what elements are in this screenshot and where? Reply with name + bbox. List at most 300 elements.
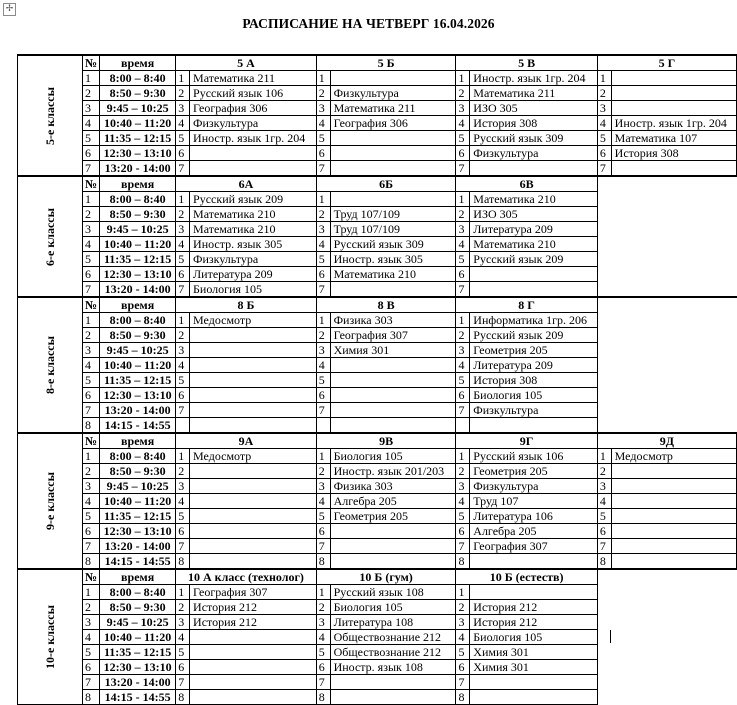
subject-cell[interactable]: Математика 210 — [190, 222, 317, 237]
cell-number: 3 — [456, 615, 470, 630]
cell-number: 4 — [176, 630, 190, 645]
num-header: № — [83, 297, 100, 313]
subject-cell[interactable] — [611, 161, 736, 177]
lesson-number: 6 — [83, 267, 100, 282]
subject-cell[interactable] — [190, 524, 317, 539]
num-header: № — [83, 176, 100, 192]
subject-cell[interactable]: История 308 — [611, 146, 736, 161]
subject-cell[interactable]: Иностр. язык 201/203 — [330, 464, 456, 479]
subject-cell[interactable] — [330, 388, 456, 403]
subject-cell[interactable]: Биология 105 — [330, 600, 456, 615]
cell-number: 3 — [176, 101, 190, 116]
subject-cell[interactable] — [330, 539, 456, 554]
cell-number: 6 — [316, 660, 330, 675]
subject-cell[interactable]: Медосмотр — [190, 449, 317, 464]
subject-cell[interactable]: Литература 106 — [470, 509, 598, 524]
subject-cell[interactable] — [611, 101, 736, 116]
lesson-time: 12:30 – 13:10 — [100, 660, 176, 675]
page-title: РАСПИСАНИЕ НА ЧЕТВЕРГ 16.04.2026 — [242, 16, 495, 31]
subject-cell[interactable] — [611, 554, 736, 570]
subject-cell[interactable]: Литература 209 — [470, 222, 598, 237]
subject-cell[interactable]: Физкультура — [190, 116, 317, 131]
subject-cell[interactable]: История 212 — [470, 600, 598, 615]
cell-number: 3 — [456, 479, 470, 494]
lesson-number: 1 — [83, 449, 100, 464]
lesson-time: 10:40 – 11:20 — [100, 358, 176, 373]
cell-number: 6 — [316, 388, 330, 403]
section-label — [18, 297, 83, 433]
cell-number: 2 — [176, 464, 190, 479]
subject-cell[interactable]: Литература 209 — [190, 267, 317, 282]
cell-number — [456, 418, 470, 434]
lesson-time: 9:45 – 10:25 — [100, 101, 176, 116]
cell-number: 1 — [456, 71, 470, 86]
subject-cell[interactable] — [330, 554, 456, 570]
subject-cell[interactable] — [330, 161, 456, 177]
lesson-time: 8:50 – 9:30 — [100, 207, 176, 222]
cell-number: 3 — [176, 222, 190, 237]
subject-cell[interactable]: Математика 211 — [190, 71, 317, 86]
subject-cell[interactable] — [611, 464, 736, 479]
empty-cell — [597, 282, 736, 298]
lesson-number: 7 — [83, 675, 100, 690]
subject-cell[interactable] — [190, 418, 317, 434]
subject-cell[interactable] — [190, 328, 317, 343]
subject-cell[interactable] — [330, 690, 456, 705]
lesson-number: 1 — [83, 313, 100, 328]
cell-number: 5 — [597, 131, 611, 146]
subject-cell[interactable]: Иностр. язык 1гр. 204 — [611, 116, 736, 131]
lesson-time: 12:30 – 13:10 — [100, 146, 176, 161]
subject-cell[interactable]: Физика 303 — [330, 313, 456, 328]
cell-number: 2 — [456, 328, 470, 343]
lesson-time: 12:30 – 13:10 — [100, 267, 176, 282]
table-move-handle-icon[interactable]: ✢ — [3, 3, 16, 16]
subject-cell[interactable]: Математика 107 — [611, 131, 736, 146]
subject-cell[interactable]: ИЗО 305 — [470, 101, 598, 116]
cell-number: 2 — [176, 600, 190, 615]
table-row — [18, 101, 737, 116]
subject-cell[interactable] — [190, 494, 317, 509]
lesson-time: 11:35 – 12:15 — [100, 645, 176, 660]
cell-number: 4 — [316, 494, 330, 509]
subject-cell[interactable]: Русский язык 209 — [470, 328, 598, 343]
subject-cell[interactable]: Обществознание 212 — [330, 630, 456, 645]
subject-cell[interactable] — [470, 267, 598, 282]
subject-cell[interactable]: Физика 303 — [330, 479, 456, 494]
cell-number: 7 — [456, 675, 470, 690]
lesson-number: 7 — [83, 403, 100, 418]
lesson-number: 5 — [83, 509, 100, 524]
lesson-time: 12:30 – 13:10 — [100, 524, 176, 539]
lesson-time: 8:50 – 9:30 — [100, 86, 176, 101]
cell-number: 8 — [597, 554, 611, 570]
subject-cell[interactable] — [470, 690, 598, 705]
lesson-number: 2 — [83, 464, 100, 479]
subject-cell[interactable] — [190, 479, 317, 494]
subject-cell[interactable]: Химия 301 — [470, 660, 598, 675]
lesson-time: 9:45 – 10:25 — [100, 343, 176, 358]
cell-number: 6 — [456, 388, 470, 403]
subject-cell[interactable] — [190, 464, 317, 479]
cell-number: 6 — [316, 524, 330, 539]
subject-cell[interactable] — [611, 71, 736, 86]
cell-number: 2 — [597, 86, 611, 101]
lesson-number: 8 — [83, 690, 100, 705]
cell-number: 2 — [176, 328, 190, 343]
subject-cell[interactable] — [470, 585, 598, 600]
subject-cell[interactable]: Литература 108 — [330, 615, 456, 630]
cell-number: 7 — [176, 539, 190, 554]
subject-cell[interactable]: Обществознание 212 — [330, 645, 456, 660]
class-header: 6В — [456, 176, 597, 192]
subject-cell[interactable]: Литература 209 — [470, 358, 598, 373]
section-label-text: 9-е классы — [43, 472, 57, 530]
section-label-text: 8-е классы — [43, 336, 57, 394]
subject-cell[interactable]: Математика 210 — [190, 207, 317, 222]
cell-number: 2 — [176, 207, 190, 222]
subject-cell[interactable] — [611, 539, 736, 554]
cell-number: 3 — [176, 615, 190, 630]
subject-cell[interactable]: Русский язык 309 — [470, 131, 598, 146]
subject-cell[interactable]: Геометрия 205 — [470, 343, 598, 358]
subject-cell[interactable]: Труд 107/109 — [330, 207, 456, 222]
cell-number: 7 — [597, 161, 611, 177]
cell-number: 4 — [176, 358, 190, 373]
cell-number: 5 — [176, 509, 190, 524]
table-row — [18, 524, 737, 539]
cell-number: 5 — [316, 509, 330, 524]
table-row — [18, 222, 737, 237]
subject-cell[interactable] — [330, 131, 456, 146]
subject-cell[interactable] — [190, 358, 317, 373]
text-cursor — [610, 630, 611, 643]
subject-cell[interactable]: Информатика 1гр. 206 — [470, 313, 598, 328]
subject-cell[interactable]: Математика 211 — [330, 101, 456, 116]
subject-cell[interactable]: Русский язык 209 — [470, 252, 598, 267]
lesson-time: 10:40 – 11:20 — [100, 116, 176, 131]
subject-cell[interactable] — [330, 358, 456, 373]
subject-cell[interactable]: Иностр. язык 108 — [330, 660, 456, 675]
table-row — [18, 131, 737, 146]
class-header: 10 Б (естеств) — [456, 569, 597, 585]
lesson-time: 13:20 - 14:00 — [100, 282, 176, 298]
cell-number: 4 — [456, 358, 470, 373]
subject-cell[interactable]: Медосмотр — [611, 449, 736, 464]
subject-cell[interactable] — [330, 403, 456, 418]
cell-number: 4 — [316, 237, 330, 252]
table-row — [18, 615, 737, 630]
subject-cell[interactable]: География 306 — [330, 116, 456, 131]
subject-cell[interactable]: Труд 107 — [470, 494, 598, 509]
cell-number: 7 — [176, 282, 190, 298]
subject-cell[interactable]: История 308 — [470, 373, 598, 388]
subject-cell[interactable]: Математика 210 — [470, 192, 598, 207]
table-row — [18, 645, 737, 660]
lesson-number: 5 — [83, 645, 100, 660]
cell-number: 2 — [316, 600, 330, 615]
cell-number: 4 — [316, 116, 330, 131]
subject-cell[interactable]: Русский язык 106 — [470, 449, 598, 464]
cell-number: 6 — [597, 146, 611, 161]
subject-cell[interactable]: Математика 210 — [330, 267, 456, 282]
lesson-time: 14:15 - 14:55 — [100, 690, 176, 705]
table-row — [18, 494, 737, 509]
cell-number: 8 — [316, 554, 330, 570]
subject-cell[interactable]: Биология 105 — [190, 282, 317, 298]
subject-cell[interactable] — [470, 554, 598, 570]
empty-cell — [597, 207, 736, 222]
num-header: № — [83, 55, 100, 71]
subject-cell[interactable]: История 212 — [190, 600, 317, 615]
section-label-text: 6-е классы — [43, 207, 57, 266]
cell-number: 4 — [176, 494, 190, 509]
class-header: 9В — [316, 433, 456, 449]
cell-number: 7 — [316, 539, 330, 554]
subject-cell[interactable]: Медосмотр — [190, 313, 317, 328]
table-row — [18, 161, 737, 177]
cell-number: 1 — [456, 313, 470, 328]
subject-cell[interactable] — [190, 403, 317, 418]
lesson-number: 5 — [83, 252, 100, 267]
cell-number — [316, 418, 330, 434]
subject-cell[interactable]: Иностр. язык 1гр. 204 — [190, 131, 317, 146]
cell-number: 6 — [597, 524, 611, 539]
subject-cell[interactable] — [190, 630, 317, 645]
lesson-number: 5 — [83, 131, 100, 146]
table-row — [18, 630, 737, 645]
section-label — [18, 55, 83, 176]
subject-cell[interactable] — [190, 660, 317, 675]
subject-cell[interactable]: Физкультура — [470, 479, 598, 494]
subject-cell[interactable] — [611, 509, 736, 524]
subject-cell[interactable] — [190, 161, 317, 177]
subject-cell[interactable] — [330, 675, 456, 690]
lesson-number: 4 — [83, 116, 100, 131]
subject-cell[interactable] — [190, 539, 317, 554]
lesson-number: 6 — [83, 388, 100, 403]
cell-number: 6 — [456, 660, 470, 675]
lesson-time: 13:20 - 14:00 — [100, 161, 176, 177]
subject-cell[interactable] — [330, 192, 456, 207]
lesson-number: 7 — [83, 539, 100, 554]
class-header: 8 Б — [176, 297, 317, 313]
subject-cell[interactable] — [190, 146, 317, 161]
lesson-time: 9:45 – 10:25 — [100, 222, 176, 237]
table-row — [18, 479, 737, 494]
cell-number: 6 — [456, 524, 470, 539]
lesson-number: 4 — [83, 358, 100, 373]
lesson-time: 11:35 – 12:15 — [100, 373, 176, 388]
cell-number: 5 — [456, 252, 470, 267]
table-row — [18, 267, 737, 282]
subject-cell[interactable] — [330, 418, 456, 434]
subject-cell[interactable]: Геометрия 205 — [470, 464, 598, 479]
lesson-number: 8 — [83, 418, 100, 434]
subject-cell[interactable] — [470, 161, 598, 177]
subject-cell[interactable] — [190, 373, 317, 388]
lesson-time: 13:20 - 14:00 — [100, 403, 176, 418]
cell-number: 6 — [176, 267, 190, 282]
table-row — [18, 328, 737, 343]
subject-cell[interactable]: Русский язык 309 — [330, 237, 456, 252]
cell-number: 7 — [456, 282, 470, 298]
cell-number: 5 — [316, 252, 330, 267]
cell-number: 1 — [456, 585, 470, 600]
subject-cell[interactable] — [190, 690, 317, 705]
subject-cell[interactable] — [190, 645, 317, 660]
table-row — [18, 86, 737, 101]
subject-cell[interactable]: История 212 — [190, 615, 317, 630]
time-header: время — [100, 297, 176, 313]
subject-cell[interactable]: ИЗО 305 — [470, 207, 598, 222]
cell-number: 4 — [456, 237, 470, 252]
cell-number: 2 — [456, 600, 470, 615]
subject-cell[interactable]: Химия 301 — [330, 343, 456, 358]
subject-cell[interactable]: Труд 107/109 — [330, 222, 456, 237]
subject-cell[interactable]: Биология 105 — [470, 630, 598, 645]
empty-cell — [597, 176, 736, 192]
lesson-number: 4 — [83, 237, 100, 252]
subject-cell[interactable]: Алгебра 205 — [330, 494, 456, 509]
empty-cell — [597, 252, 736, 267]
cell-number: 1 — [597, 449, 611, 464]
time-header: время — [100, 176, 176, 192]
subject-cell[interactable] — [330, 373, 456, 388]
subject-cell[interactable] — [190, 675, 317, 690]
subject-cell[interactable]: Математика 211 — [470, 86, 598, 101]
table-row — [18, 690, 737, 705]
subject-cell[interactable] — [611, 479, 736, 494]
table-row — [18, 237, 737, 252]
empty-cell — [597, 297, 736, 313]
cell-number: 3 — [316, 479, 330, 494]
subject-cell[interactable]: Математика 210 — [470, 237, 598, 252]
section-label — [18, 433, 83, 569]
cell-number: 3 — [456, 222, 470, 237]
subject-cell[interactable] — [190, 509, 317, 524]
subject-cell[interactable]: Иностр. язык 305 — [330, 252, 456, 267]
lesson-time: 11:35 – 12:15 — [100, 509, 176, 524]
subject-cell[interactable]: История 308 — [470, 116, 598, 131]
class-header: 6Б — [316, 176, 456, 192]
cell-number: 3 — [316, 343, 330, 358]
class-header: 9Г — [456, 433, 597, 449]
cell-number: 4 — [176, 116, 190, 131]
subject-cell[interactable]: География 307 — [330, 328, 456, 343]
cell-number: 1 — [316, 449, 330, 464]
subject-cell[interactable]: Физкультура — [470, 403, 598, 418]
cell-number: 7 — [456, 539, 470, 554]
lesson-number: 1 — [83, 192, 100, 207]
subject-cell[interactable]: Геометрия 205 — [330, 509, 456, 524]
subject-cell[interactable]: Иностр. язык 1гр. 204 — [470, 71, 598, 86]
subject-cell[interactable] — [330, 524, 456, 539]
empty-cell — [597, 569, 736, 585]
subject-cell[interactable]: Физкультура — [330, 86, 456, 101]
subject-cell[interactable]: Русский язык 106 — [190, 86, 317, 101]
subject-cell[interactable]: Физкультура — [470, 146, 598, 161]
class-header: 6А — [176, 176, 317, 192]
table-row — [18, 449, 737, 464]
subject-cell[interactable] — [611, 494, 736, 509]
lesson-number: 4 — [83, 494, 100, 509]
subject-cell[interactable] — [330, 146, 456, 161]
subject-cell[interactable]: История 212 — [470, 615, 598, 630]
subject-cell[interactable] — [330, 71, 456, 86]
lesson-number: 3 — [83, 222, 100, 237]
cell-number: 7 — [176, 403, 190, 418]
subject-cell[interactable]: Русский язык 209 — [190, 192, 317, 207]
cell-number: 8 — [176, 554, 190, 570]
cell-number: 3 — [597, 479, 611, 494]
subject-cell[interactable]: География 306 — [190, 101, 317, 116]
lesson-time: 14:15 - 14:55 — [100, 418, 176, 434]
lesson-number: 7 — [83, 282, 100, 298]
empty-cell — [597, 237, 736, 252]
subject-cell[interactable]: Химия 301 — [470, 645, 598, 660]
subject-cell[interactable] — [190, 343, 317, 358]
cell-number: 4 — [316, 630, 330, 645]
cell-number: 7 — [316, 403, 330, 418]
subject-cell[interactable]: География 307 — [190, 585, 317, 600]
cell-number: 3 — [316, 222, 330, 237]
lesson-time: 8:00 – 8:40 — [100, 313, 176, 328]
subject-cell[interactable]: Биология 105 — [330, 449, 456, 464]
cell-number: 8 — [456, 690, 470, 705]
cell-number: 2 — [597, 464, 611, 479]
class-header: 8 Г — [456, 297, 597, 313]
table-row — [18, 585, 737, 600]
cell-number: 1 — [316, 313, 330, 328]
subject-cell[interactable] — [611, 524, 736, 539]
subject-cell[interactable] — [190, 388, 317, 403]
subject-cell[interactable]: География 307 — [470, 539, 598, 554]
subject-cell[interactable]: Иностр. язык 305 — [190, 237, 317, 252]
subject-cell[interactable]: Русский язык 108 — [330, 585, 456, 600]
class-header: 10 А класс (технолог) — [176, 569, 317, 585]
cell-number: 7 — [176, 161, 190, 177]
subject-cell[interactable] — [470, 418, 598, 434]
cell-number: 1 — [176, 71, 190, 86]
subject-cell[interactable] — [470, 282, 598, 298]
cell-number: 2 — [316, 464, 330, 479]
subject-cell[interactable]: Алгебра 205 — [470, 524, 598, 539]
cell-number — [176, 418, 190, 434]
cell-number: 1 — [176, 313, 190, 328]
subject-cell[interactable] — [330, 282, 456, 298]
class-header: 5 В — [456, 55, 597, 71]
cell-number: 5 — [456, 131, 470, 146]
table-row — [18, 675, 737, 690]
subject-cell[interactable] — [611, 86, 736, 101]
cell-number: 3 — [316, 615, 330, 630]
section-header-row — [18, 569, 737, 585]
section-header-row — [18, 433, 737, 449]
section-label — [18, 176, 83, 297]
lesson-time: 10:40 – 11:20 — [100, 237, 176, 252]
subject-cell[interactable]: Физкультура — [190, 252, 317, 267]
lesson-number: 6 — [83, 146, 100, 161]
lesson-number: 6 — [83, 660, 100, 675]
empty-cell — [597, 313, 736, 328]
cell-number: 4 — [456, 116, 470, 131]
subject-cell[interactable]: Биология 105 — [470, 388, 598, 403]
lesson-number: 2 — [83, 86, 100, 101]
cell-number: 1 — [597, 71, 611, 86]
subject-cell[interactable] — [470, 675, 598, 690]
subject-cell[interactable] — [190, 554, 317, 570]
